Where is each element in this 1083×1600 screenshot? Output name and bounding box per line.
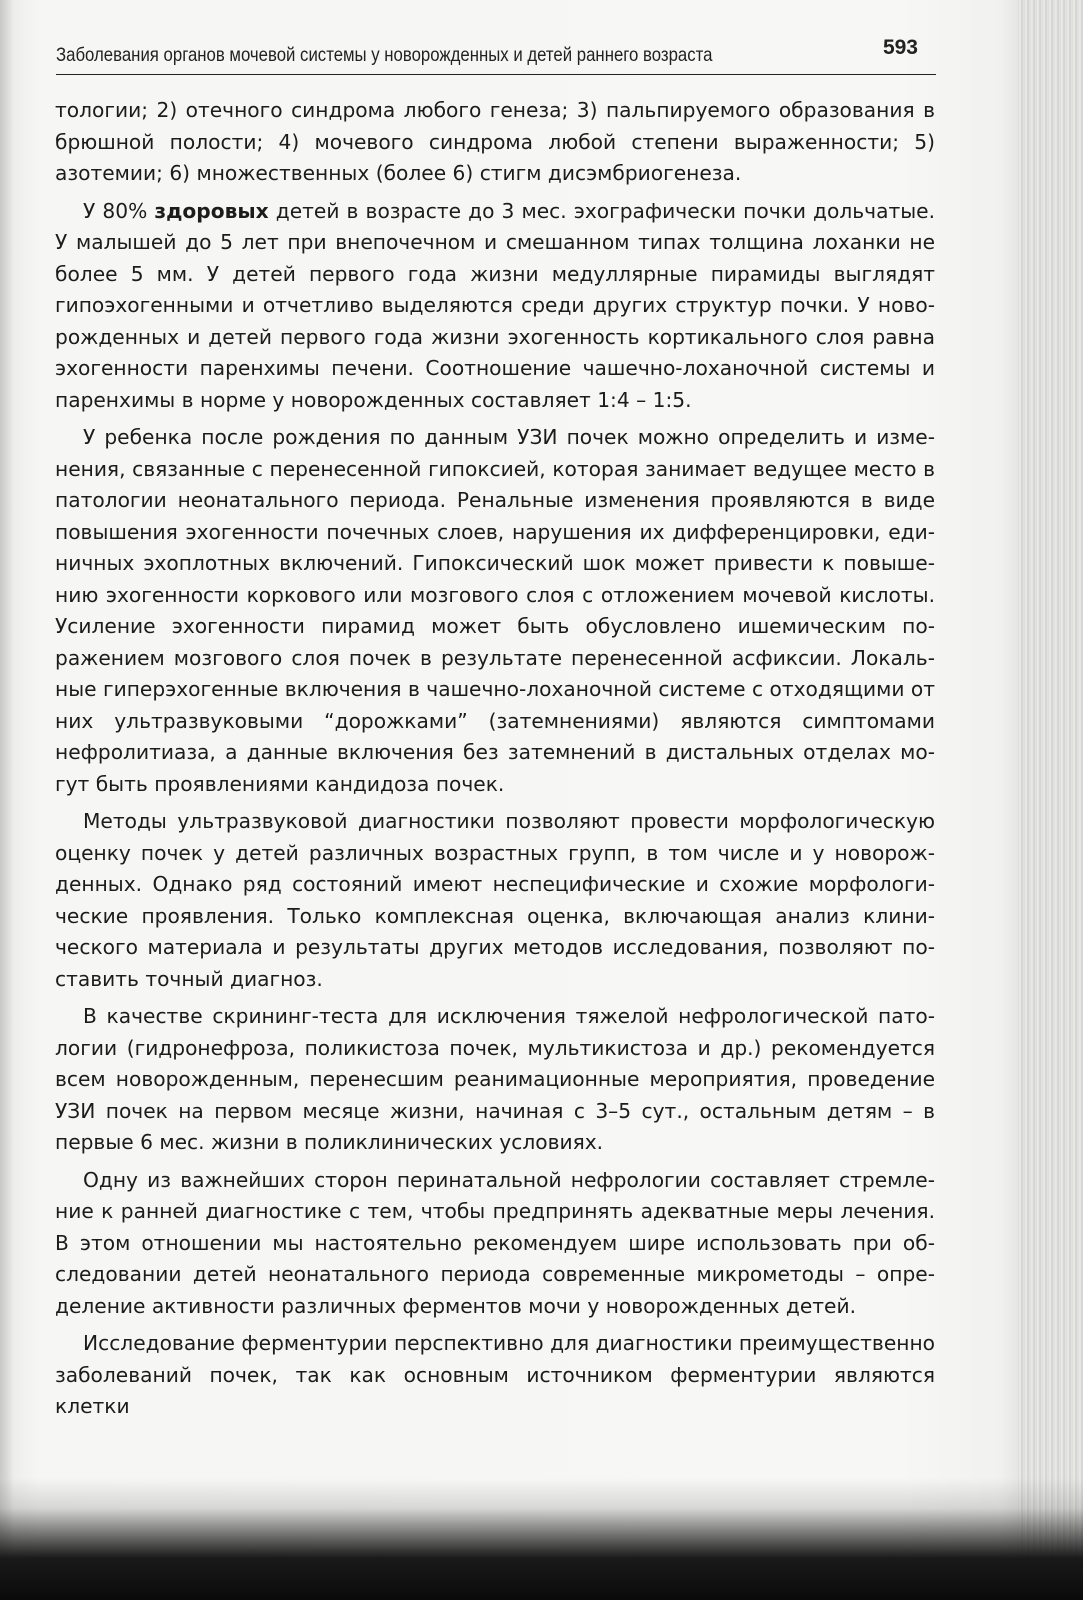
scan-bottom-shadow: [0, 1478, 1083, 1600]
paragraph-6: Одну из важнейших сторон перинатальной нефрологии составляет стремление к ранней диагностике с тем, чтобы предпринять адекватные меры лечения. В этом отношении мы настоятельно рекомендуем шире использовать при обследовании детей неонатального периода современные микрометоды – определение активности различных ферментов мочи у новорожденных детей.: [55, 1167, 935, 1318]
paragraph-5: В качестве скрининг-теста для исключения тяжелой нефрологической патологии (гидронефроза, поликистоза почек, мультикистоза и др.) рекомендуется всем новорожденным, перенесшим реанимационные мероприятия, проведение УЗИ почек на первом месяце жизни, начиная с 3–5 сут., остальным детям – в первые 6 мес. жизни в поликлинических условиях.: [55, 1004, 935, 1154]
page-header: [56, 30, 936, 75]
paragraph-2: [55, 196, 935, 417]
page-number: 593: [882, 36, 918, 59]
paragraph-2-rest: детей в возрасте до 3 мес. эхографически почки дольчатые. У малышей до 5 лет при внепочечном и смешанном типах толщина лоханки не более 5 мм. У детей первого года жизни медуллярные пирамиды выглядят гипоэхогенными и отчетливо выделяются среди других структур почки. У новорожденных и детей первого года жизни эхогенность кортикального слоя равна эхогенности паренхимы печени. Соотношение чашечно-лоханочной системы и паренхимы в норме у новорожденных составляет 1:4 – 1:5.: [55, 198, 935, 412]
paragraph-2-bold: здоровых: [154, 198, 269, 223]
running-title: Заболевания органов мочевой системы у новорожденных и детей раннего возраста: [56, 44, 713, 66]
body-text: [55, 95, 935, 1429]
paragraph-3: У ребенка после рождения по данным УЗИ почек можно определить и изменения, связанные с перенесенной гипоксией, которая занимает ведущее место в патологии неонатального периода. Ренальные изменения проявляются в виде повышения эхогенности почечных слоев, нарушения их дифференцировки, единичных эхоплотных включений. Гипоксический шок может привести к повышению эхогенности коркового или мозгового слоя с отложением мочевой кислоты. Усиление эхогенности пирамид может быть обусловлено ишемическим поражением мозгового слоя почек в результате перенесенной асфиксии. Локальные гиперэхогенные включения в чашечно-лоханочной системе с отходящими от них ультразвуковыми “дорожками” (затемнениями) являются симптомами нефролитиаза, а данные включения без затемнений в дистальных отделах могут быть проявлениями кандидоза почек.: [55, 425, 935, 796]
paragraph-1: тологии; 2) отечного синдрома любого генеза; 3) пальпируемого образования в брюшной полости; 4) мочевого синдрома любой степени выраженности; 5) азотемии; 6) множественных (более 6) стигм дисэмбриогенеза.: [55, 98, 935, 185]
paragraph-4: Методы ультразвуковой диагностики позволяют провести морфологическую оценку почек у детей различных возрастных групп, в том числе и у новорожденных. Однако ряд состояний имеют неспецифические и схожие морфологические проявления. Только комплексная оценка, включающая анализ клинического материала и результаты других методов исследования, позволяют поставить точный диагноз.: [55, 809, 935, 991]
paragraph-7: Исследование ферментурии перспективно для диагностики преимущественно заболеваний почек, так как основным источником ферментурии являются клетки: [55, 1331, 935, 1418]
page-edge-stack: [1018, 0, 1083, 1600]
paragraph-2-start: У 80%: [83, 198, 155, 223]
page-gutter-shadow: [0, 0, 14, 1600]
